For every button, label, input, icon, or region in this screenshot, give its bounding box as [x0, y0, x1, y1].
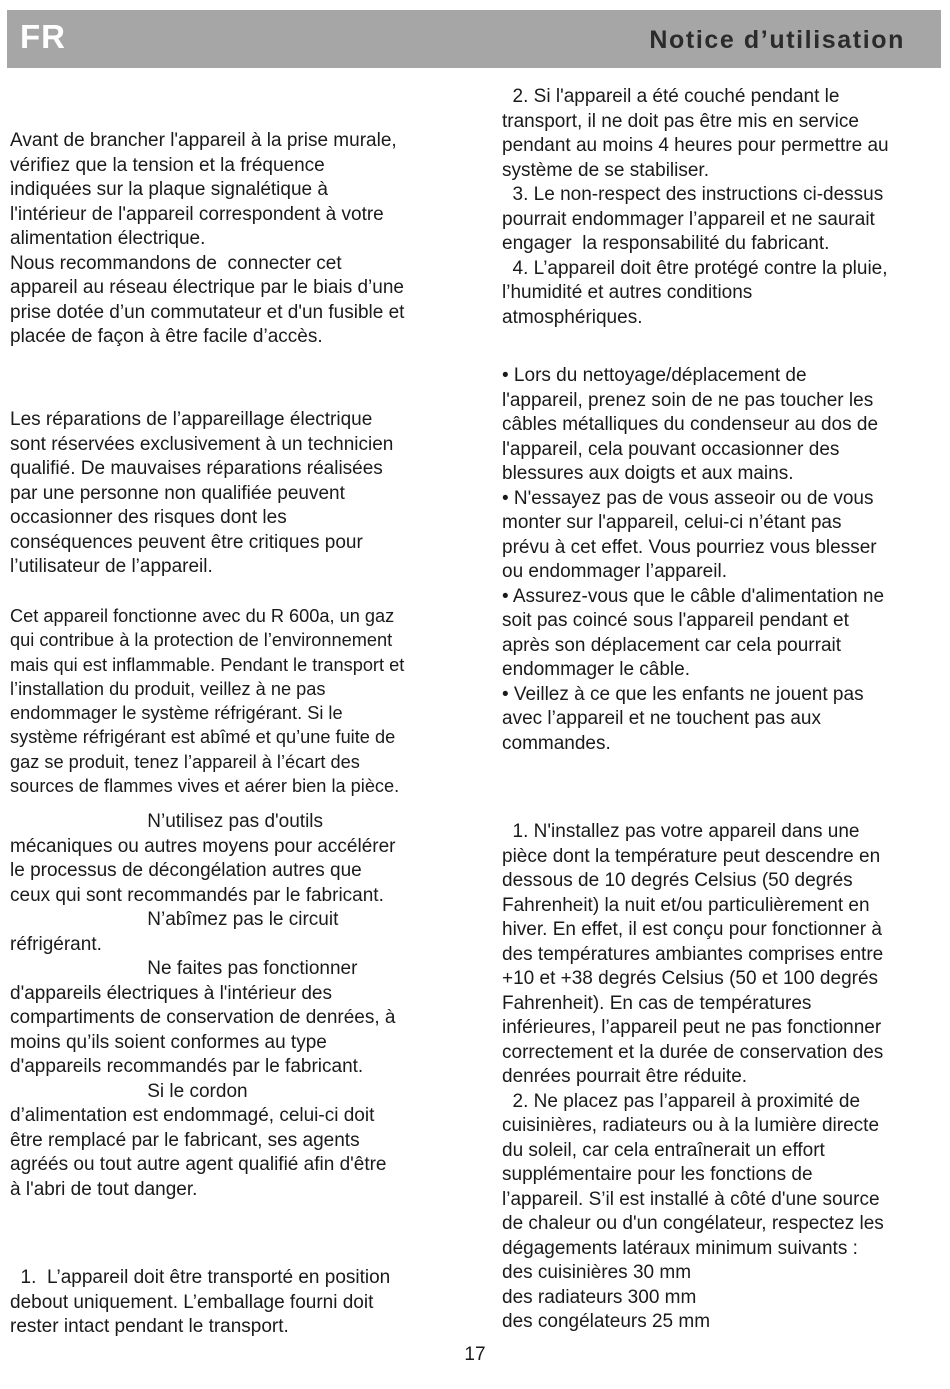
- page-header: [7, 10, 941, 68]
- refrigerant-paragraph: Cet appareil fonctionne avec du R 600a, un gaz qui contribue à la protection de l’environnement mais qui est inflammable. Pendant le transport et l’installation du produit, veillez à ne pas endommager le système réfrigérant. Si le système réfrigérant est abîmé et qu’une fuite de gaz se produit, tenez l’appareil à l’écart des sources de flammes vives et aérer bien la pièce.: [10, 606, 405, 797]
- installation-paragraph: 1. N'installez pas votre appareil dans une pièce dont la température peut descendre en dessous de 10 degrés Celsius (50 degrés Fahrenheit) la nuit et/ou particulièrement en hiver. En effet, il est conçu pour fonctionner à des températures ambiantes comprises entre +10 et +38 degrés Celsius (50 et 100 degrés Fahrenheit). En cas de températures inférieures, l’appareil peut ne pas fonctionner correctement et la durée de conservation des denrées pourrait être réduite. 2. Ne placez pas l’appareil à proximité de cuisinières, radiateurs ou à la lumière directe du soleil, car cela entraînerait un effort supplémentaire pour les fonctions de l’appareil. S’il est installé à côté d'une source de chaleur ou d'un congélateur, respectez les dégagements latéraux minimum suivants : des cuisinières 30 mm des radiateurs 300 mm des congélateurs 25 mm: [502, 821, 884, 1332]
- warnings-paragraph: N’utilisez pas d'outils mécaniques ou autres moyens pour accélérer le processus de décongélation autres que ceux qui sont recommandés par le fabricant. N’abîmez pas le circuit réfrigérant. Ne faites pas fonctionner d'appareils électriques à l'intérieur des compartiments de conservation de denrées, à moins qu’ils soient conformes au type d'appareils recommandés par le fabricant. Si le cordon d’alimentation est endommagé, celui-ci doit être remplacé par le fabricant, ses agents agréés ou tout autre agent qualifié afin d'être à l'abri de tout danger.: [10, 811, 396, 1200]
- power-connection-paragraph: Avant de brancher l'appareil à la prise murale, vérifiez que la tension et la fréquence indiquées sur la plaque signalétique à l'intérieur de l'appareil correspondent à votre alimentation électrique. Nous recommandons de connecter cet appareil au réseau électrique par le biais d’une prise dotée d’un commutateur et d'un fusible et placée de façon à être facile d’accès.: [10, 130, 405, 347]
- repairs-paragraph: Les réparations de l’appareillage électrique sont réservées exclusivement à un technicien qualifié. De mauvaises réparations réalisées par une personne non qualifiée peuvent occasionner des risques dont les conséquences peuvent être critiques pour l’utilisateur de l’appareil.: [10, 409, 394, 577]
- safety-bullets-paragraph: • Lors du nettoyage/déplacement de l'appareil, prenez soin de ne pas toucher les câbles métalliques du condenseur au dos de l'appareil, cela pouvant occasionner des blessures aux doigts et aux mains. • N'essayez pas de vous asseoir ou de vous monter sur l'appareil, celui-ci n’étant pas prévu à cet effet. Vous pourriez vous blesser ou endommager l’appareil. • Assurez-vous que le câble d'alimentation ne soit pas coincé sous l'appareil pendant et après son déplacement car cela pourrait endommager le câble. • Veillez à ce que les enfants ne jouent pas avec l’appareil et ne touchent pas aux commandes.: [502, 365, 885, 754]
- language-code: FR: [20, 18, 66, 55]
- transport-paragraph: 1. L’appareil doit être transporté en position debout uniquement. L’emballage fourni doit rester intact pendant le transport.: [10, 1267, 391, 1337]
- transport-continued-paragraph: 2. Si l'appareil a été couché pendant le transport, il ne doit pas être mis en service pendant au moins 4 heures pour permettre au système de se stabiliser. 3. Le non-respect des instructions ci-dessus pourrait endommager l’appareil et ne saurait engager la responsabilité du fabricant. 4. L’appareil doit être protégé contre la pluie, l’humidité et autres conditions atmosphériques.: [502, 86, 889, 328]
- document-title: Notice d’utilisation: [649, 26, 905, 54]
- page-number: 17: [464, 1344, 486, 1365]
